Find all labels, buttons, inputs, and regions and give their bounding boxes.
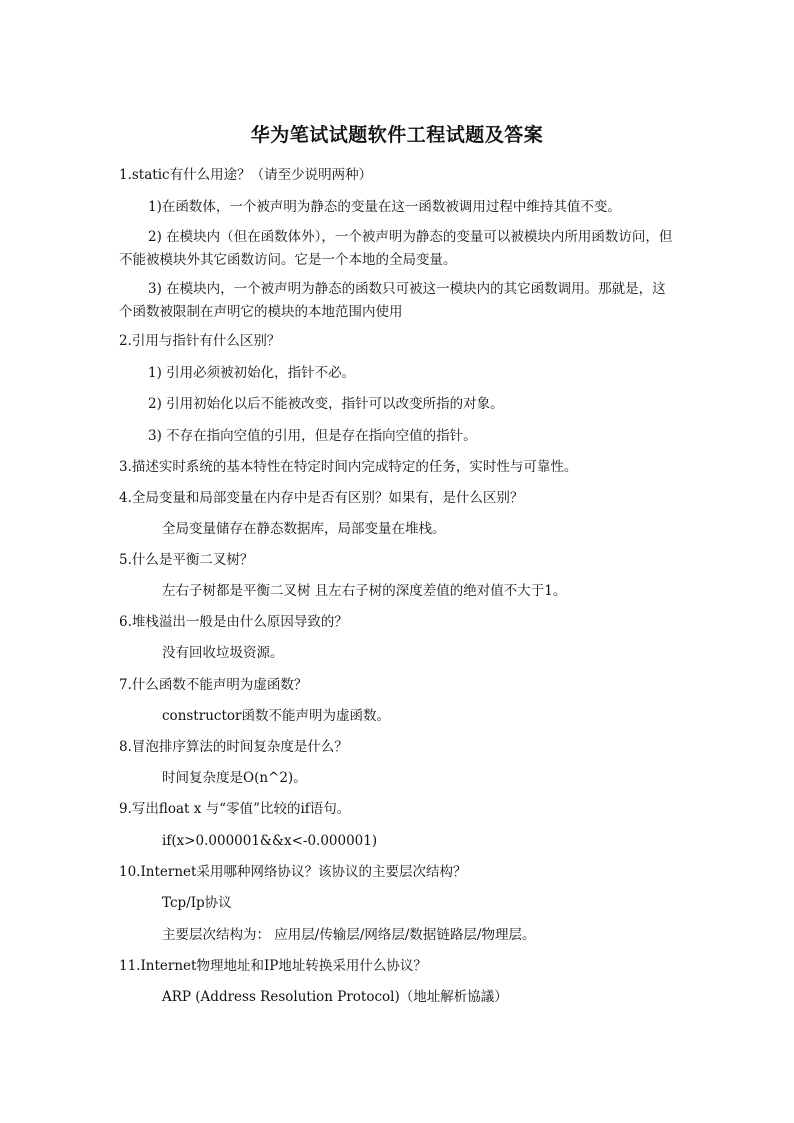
answer-2-1: 1) 引用必须被初始化，指针不必。 xyxy=(148,365,356,381)
question-8: 8.冒泡排序算法的时间复杂度是什么？ xyxy=(119,739,348,755)
answer-7: constructor函数不能声明为虚函数。 xyxy=(162,708,390,724)
page-title: 华为笔试试题软件工程试题及答案 xyxy=(250,124,544,146)
question-10: 10.Internet采用哪种网络协议？该协议的主要层次结构？ xyxy=(119,864,467,880)
answer-2-2: 2) 引用初始化以后不能被改变，指针可以改变所指的对象。 xyxy=(148,396,504,412)
question-1: 1.static有什么用途？（请至少说明两种） xyxy=(119,167,373,183)
answer-9: if(x>0.000001&&x<-0.000001) xyxy=(162,833,378,849)
question-2: 2.引用与指针有什么区别？ xyxy=(119,333,281,349)
answer-5: 左右子树都是平衡二叉树 且左右子树的深度差值的绝对值不大于1。 xyxy=(162,583,567,599)
answer-11: ARP (Address Resolution Protocol)（地址解析協議） xyxy=(162,989,508,1005)
question-6: 6.堆栈溢出一般是由什么原因导致的？ xyxy=(119,614,348,630)
answer-4: 全局变量储存在静态数据库，局部变量在堆栈。 xyxy=(162,521,446,537)
question-4: 4.全局变量和局部变量在内存中是否有区别？如果有，是什么区别？ xyxy=(119,490,524,506)
answer-1-1: 1)在函数体，一个被声明为静态的变量在这一函数被调用过程中维持其值不变。 xyxy=(148,199,621,215)
answer-10-2: 主要层次结构为： 应用层/传输层/网络层/数据链路层/物理层。 xyxy=(162,927,536,943)
question-9: 9.写出float x 与“零值”比较的if语句。 xyxy=(119,801,351,817)
answer-10-1: Tcp/Ip协议 xyxy=(162,895,232,911)
answer-6: 没有回收垃圾资源。 xyxy=(162,645,284,661)
question-11: 11.Internet物理地址和IP地址转换采用什么协议？ xyxy=(119,958,427,974)
answer-1-3: 3) 在模块内，一个被声明为静态的函数只可被这一模块内的其它函数调用。那就是，这个函数被限制在声明它的模块的本地范围内使用 xyxy=(119,281,666,320)
question-5: 5.什么是平衡二叉树？ xyxy=(119,552,254,568)
question-3: 3.描述实时系统的基本特性在特定时间内完成特定的任务，实时性与可靠性。 xyxy=(119,459,578,475)
answer-1-2: 2) 在模块内（但在函数体外），一个被声明为静态的变量可以被模块内所用函数访问，但不能被模块外其它函数访问。它是一个本地的全局变量。 xyxy=(119,229,673,268)
question-7: 7.什么函数不能声明为虚函数？ xyxy=(119,677,308,693)
answer-8: 时间复杂度是O(n^2)。 xyxy=(162,770,307,786)
answer-2-3: 3) 不存在指向空值的引用，但是存在指向空值的指针。 xyxy=(148,428,477,444)
